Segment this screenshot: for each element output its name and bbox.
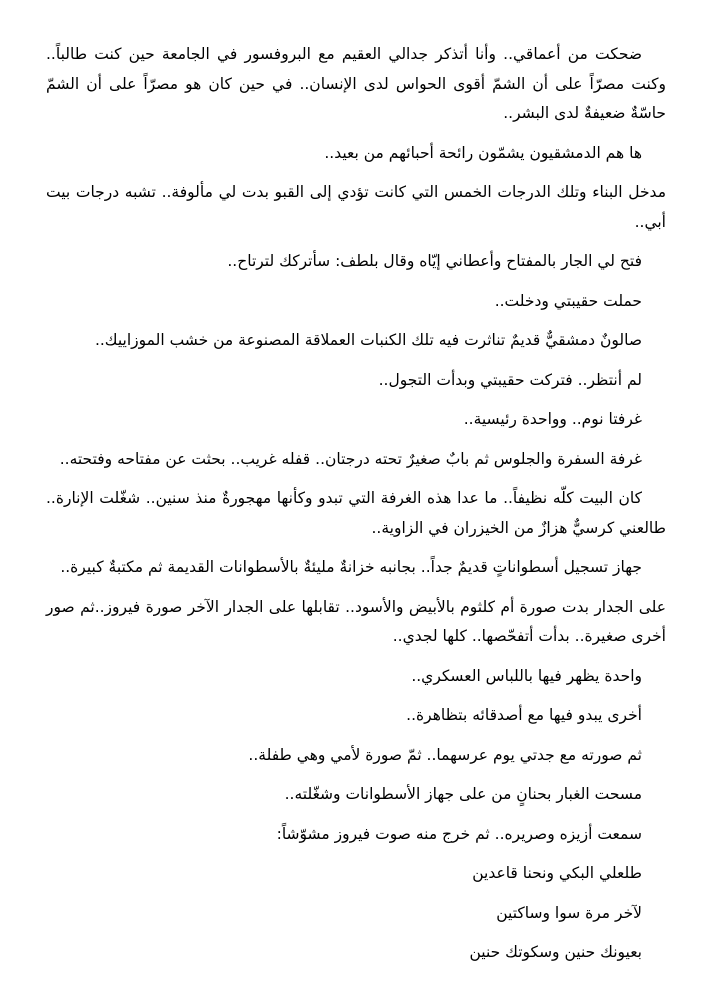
paragraph: فتح لي الجار بالمفتاح وأعطاني إيّاه وقال بلطف: سأتركك لترتاح.. bbox=[227, 252, 642, 270]
paragraph: على الجدار بدت صورة أم كلثوم بالأبيض والأسود.. تقابلها على الجدار الآخر صورة فيروز..ثم صور أخرى صغيرة.. بدأت أتفحّصها.. كلها لجدي.. bbox=[46, 597, 666, 645]
paragraph: ضحكت من أعماقي.. وأنا أتذكر جدالي العقيم مع البروفسور في الجامعة حين كنت طالباً.. وكنت مصرّاً على أن الشمّ أقوى الحواس لدى الإنسان.. في حين كان هو مصرّاً على أن الشمّ حاسّةٌ ضعيفةٌ لدى البشر.. bbox=[46, 45, 666, 122]
paragraph: حملت حقيبتي ودخلت.. bbox=[494, 291, 642, 310]
paragraph: ثم صورته مع جدتي يوم عرسهما.. ثمّ صورة لأمي وهي طفلة.. bbox=[248, 745, 642, 764]
song-lyric-line: طلعلي البكي ونحنا قاعدين bbox=[472, 864, 642, 882]
paragraph: جهاز تسجيل أسطواناتٍ قديمٌ جداً.. بجانبه خزانةٌ مليئةٌ بالأسطوانات القديمة ثم مكتبةٌ كبيرة.. bbox=[60, 558, 642, 576]
paragraph: مسحت الغبار بحنانٍ من على جهاز الأسطوانات وشغّلته.. bbox=[284, 785, 642, 803]
song-lyric-line: لآخر مرة سوا وساكتين bbox=[496, 903, 642, 922]
paragraph: ها هم الدمشقيون يشمّون رائحة أحبائهم من بعيد.. bbox=[324, 143, 642, 162]
paragraph: غرفة السفرة والجلوس ثم بابٌ صغيرٌ تحته درجتان.. قفله غريب.. بحثت عن مفتاحه وفتحته.. bbox=[59, 449, 642, 468]
document-page bbox=[46, 40, 666, 978]
paragraph: صالونٌ دمشقيٌّ قديمٌ تناثرت فيه تلك الكنبات العملاقة المصنوعة من خشب الموزاييك.. bbox=[94, 331, 642, 349]
paragraph: كان البيت كلّه نظيفاً.. ما عدا هذه الغرفة التي تبدو وكأنها مهجورةٌ منذ سنين.. شغّلت الإنارة.. طالعني كرسيٌّ هزازٌ من الخيزران في الزاوية.. bbox=[46, 489, 666, 537]
paragraph: لم أنتظر.. فتركت حقيبتي وبدأت التجول.. bbox=[378, 370, 642, 389]
paragraph: واحدة يظهر فيها باللباس العسكري.. bbox=[411, 666, 642, 685]
paragraph: غرفتا نوم.. وواحدة رئيسية.. bbox=[463, 410, 642, 428]
song-lyric-line: بعيونك حنين وسكوتك حنين bbox=[469, 943, 642, 961]
paragraph: مدخل البناء وتلك الدرجات الخمس التي كانت تؤدي إلى القبو بدت لي مألوفة.. تشبه درجات بيت أبي.. bbox=[46, 183, 666, 231]
paragraph: سمعت أزيزه وصريره.. ثم خرج منه صوت فيروز مشوّشاً: bbox=[276, 824, 642, 843]
paragraph: أخرى يبدو فيها مع أصدقائه بتظاهرة.. bbox=[406, 706, 642, 724]
